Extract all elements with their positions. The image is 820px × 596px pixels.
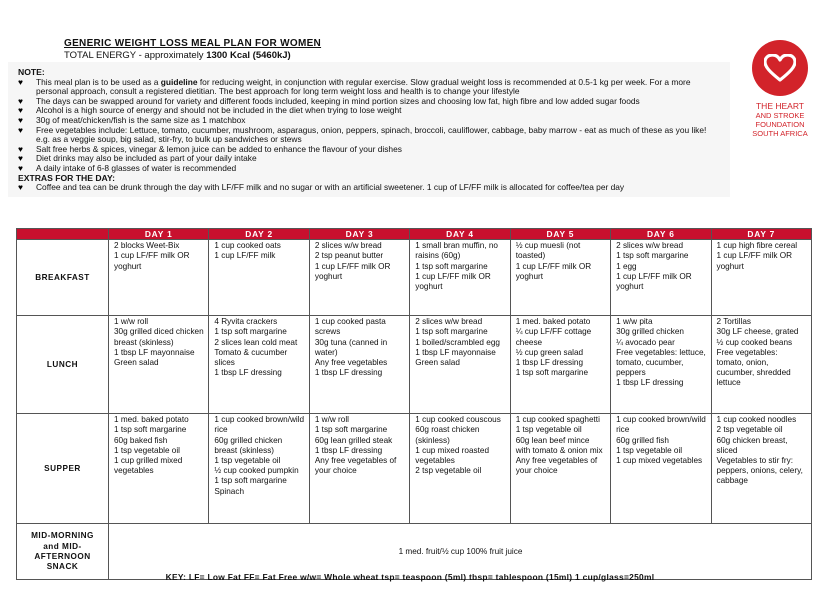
header-corner [17, 229, 109, 240]
meal-row-lunch [17, 316, 812, 414]
food-item: Free vegetables: tomato, onion, cucumber, shredded lettuce [716, 347, 791, 388]
food-item: 2 blocks Weet-Bix [114, 241, 180, 251]
snack-label-line: SNACK [46, 561, 79, 571]
food-item: 1 tsp soft margarine [214, 476, 287, 486]
food-item: 1 tsp soft margarine [114, 425, 187, 435]
food-item: 60g lean beef mince with tomato & onion mix [515, 435, 603, 455]
food-item: 1 cup LF/FF milk OR yoghurt [415, 271, 491, 292]
meal-cell-day-7 [711, 316, 811, 414]
food-item: 1 tbsp LF dressing [515, 358, 584, 368]
food-item: 1 tsp soft margarine [515, 368, 589, 378]
food-item: 1 cup cooked pasta screws [314, 317, 386, 337]
logo-line-1: THE HEART [755, 101, 805, 111]
food-item: 1 cup LF/FF milk OR yoghurt [616, 271, 692, 292]
extras-item [18, 183, 720, 193]
heart-bullet-icon: ♥ [18, 162, 23, 173]
food-item: 30g grilled diced chicken breast (skinless) [114, 327, 204, 347]
food-item: 1 cup cooked brown/wild rice [616, 415, 706, 435]
day-header-5: DAY 5 [510, 229, 610, 240]
day-header-1: DAY 1 [109, 229, 209, 240]
meal-plan-body [17, 240, 812, 580]
heart-bullet-icon: ♥ [18, 124, 23, 135]
food-item: Green salad [114, 358, 159, 368]
food-item: 60g baked fish [114, 435, 168, 445]
food-item: ¼ cup LF/FF cottage cheese [515, 327, 592, 347]
meal-cell-day-2 [209, 316, 309, 414]
food-item: 2 tsp vegetable oil [415, 466, 482, 476]
document-header [64, 38, 724, 61]
meal-cell-day-6 [611, 240, 711, 316]
food-item: 1 egg [616, 261, 637, 271]
food-item: ½ cup muesli (not toasted) [515, 241, 581, 261]
notes-box [8, 62, 730, 197]
food-item: 1 cup LF/FF milk OR yoghurt [314, 261, 391, 281]
note-item [18, 164, 720, 174]
logo-line-3: FOUNDATION [755, 120, 805, 129]
meal-cell-day-6 [611, 316, 711, 414]
food-item: Tomato & cucumber slices [214, 347, 288, 368]
extras-heading: EXTRAS FOR THE DAY: [18, 172, 115, 183]
food-item: 30g tuna (canned in water) [314, 337, 388, 357]
food-item: 60g lean grilled steak [314, 435, 393, 445]
day-header-4: DAY 4 [410, 229, 510, 240]
food-item: ½ cup cooked pumpkin [214, 466, 299, 476]
food-item: 1 cup grilled mixed vegetables [114, 456, 183, 476]
notes-heading: NOTE: [18, 67, 45, 77]
note-text: 30g of meat/chicken/fish is the same size as 1 matchbox [36, 114, 246, 125]
food-item: 1 cup cooked couscous [415, 415, 501, 425]
logo-wordmark [742, 102, 818, 138]
meal-cell-day-3 [309, 414, 409, 524]
logo-line-4: SOUTH AFRICA [752, 129, 808, 138]
heart-bullet-icon: ♥ [18, 114, 23, 125]
food-item: 1 tsp vegetable oil [515, 425, 582, 435]
total-energy [64, 50, 724, 61]
food-item: 60g chicken breast, sliced [716, 435, 788, 455]
food-item: 1 cup cooked brown/wild rice [214, 415, 305, 435]
logo-circle [752, 40, 808, 96]
note-text: Salt free herbs & spices, vinegar & lemon juice can be added to enhance the flavour of your dishes [36, 143, 402, 154]
food-item: 1 small bran muffin, no raisins (60g) [415, 241, 498, 261]
meal-cell-day-4 [410, 414, 510, 524]
food-item: 2 slices w/w bread [415, 317, 483, 327]
food-item: 1 cup high fibre cereal [716, 241, 798, 251]
day-header-row [17, 229, 812, 240]
food-item: Any free vegetables [314, 358, 388, 368]
heart-bullet-icon: ♥ [18, 182, 23, 193]
meal-label: SUPPER [17, 414, 109, 524]
food-item: 1 cup LF/FF milk OR yoghurt [716, 251, 793, 271]
food-item: 1 tbsp LF dressing [214, 368, 282, 378]
meal-cell-day-4 [410, 240, 510, 316]
food-item: 60g grilled chicken breast (skinless) [214, 435, 283, 455]
snack-cell: 1 med. fruit/½ cup 100% fruit juice [109, 524, 812, 580]
heart-bullet-icon: ♥ [18, 153, 23, 164]
meal-cell-day-6 [611, 414, 711, 524]
food-item: 1 w/w roll [314, 415, 349, 425]
food-item: Any free vegetables of your choice [515, 456, 598, 476]
food-item: 1 tbsp LF mayonnaise [415, 347, 496, 357]
food-item: ¼ avocado pear [616, 337, 675, 347]
meal-cell-day-3 [309, 316, 409, 414]
snack-label-line: AFTERNOON [34, 551, 91, 561]
meal-cell-day-1 [109, 316, 209, 414]
food-item: 1 cup LF/FF milk OR yoghurt [515, 261, 592, 281]
notes-list [18, 78, 720, 174]
note-text: This meal plan is to be used as a [36, 76, 161, 87]
food-item: 1 cup mixed vegetables [616, 456, 703, 466]
heart-bullet-icon: ♥ [18, 105, 23, 116]
food-item: 2 slices w/w bread [314, 241, 382, 251]
note-text: A daily intake of 6-8 glasses of water is recommended [36, 162, 237, 173]
logo-line-2: AND STROKE [755, 111, 805, 120]
abbreviation-key: KEY: LF= Low Fat FF= Fat Free w/w= Whole wheat tsp= teaspoon (5ml) tbsp= tablespoon (15ml) 1 cup/glass=250ml [165, 572, 655, 582]
food-item: 1 cup cooked noodles [716, 415, 797, 425]
note-emphasis: guideline [160, 76, 198, 87]
food-item: 1 tbsp LF dressing [314, 445, 383, 455]
food-item: 2 Tortillas [716, 317, 751, 327]
food-item: 1 tsp soft margarine [314, 425, 388, 435]
food-item: 1 cup cooked oats [214, 241, 281, 251]
food-item: 1 tsp soft margarine [214, 327, 287, 337]
food-item: 1 tsp vegetable oil [616, 445, 683, 455]
food-item: 2 slices lean cold meat [214, 337, 298, 347]
food-item: 2 slices w/w bread [616, 241, 684, 251]
day-header-7: DAY 7 [711, 229, 811, 240]
food-item: 4 Ryvita crackers [214, 317, 278, 327]
day-header-2: DAY 2 [209, 229, 309, 240]
note-item [18, 126, 720, 145]
food-item: ½ cup cooked beans [716, 337, 793, 347]
food-item: 1 cup cooked spaghetti [515, 415, 600, 425]
meal-plan-table [16, 228, 812, 580]
food-item: 1 w/w pita [616, 317, 653, 327]
food-item: 1 tsp soft margarine [616, 251, 689, 261]
meal-cell-day-5 [510, 240, 610, 316]
extras-list [18, 183, 720, 193]
food-item: 1 cup mixed roasted vegetables [415, 445, 489, 466]
note-item [18, 78, 720, 97]
food-item: 30g LF cheese, grated [716, 327, 799, 337]
meal-cell-day-3 [309, 240, 409, 316]
meal-cell-day-5 [510, 316, 610, 414]
food-item: 1 tbsp LF dressing [616, 378, 684, 388]
food-item: 30g grilled chicken [616, 327, 684, 337]
food-item: 1 tbsp LF mayonnaise [114, 347, 195, 357]
food-item: 1 cup LF/FF milk [214, 251, 276, 261]
food-item: 60g grilled fish [616, 435, 669, 445]
food-item: Green salad [415, 358, 460, 368]
meal-cell-day-1 [109, 240, 209, 316]
meal-cell-day-5 [510, 414, 610, 524]
note-text-continued: for reducing weight, in conjunction with regular exercise. Slow gradual weight loss is recommended at 0.5-1 kg per week. For a more personal approach, consult a registered dietitian. The best approach for long term weight loss and health is to change your lifestyle [36, 76, 691, 97]
document-title: GENERIC WEIGHT LOSS MEAL PLAN FOR WOMEN [64, 38, 322, 49]
food-item: 60g roast chicken (skinless) [415, 425, 480, 445]
food-item: 1 w/w roll [114, 317, 149, 327]
day-header-3: DAY 3 [309, 229, 409, 240]
meal-cell-day-7 [711, 240, 811, 316]
energy-prefix: TOTAL ENERGY - approximately [64, 50, 207, 61]
food-item: Free vegetables: lettuce, tomato, cucumber, peppers [616, 347, 706, 378]
food-item: 1 med. baked potato [515, 317, 591, 327]
meal-row-supper [17, 414, 812, 524]
heart-foundation-logo [742, 40, 818, 138]
heart-bullet-icon: ♥ [18, 143, 23, 154]
food-item: 2 tsp vegetable oil [716, 425, 783, 435]
meal-cell-day-7 [711, 414, 811, 524]
heart-icon [764, 54, 796, 82]
meal-cell-day-2 [209, 240, 309, 316]
food-item: 1 tsp soft margarine [415, 327, 488, 337]
food-item: Spinach [214, 486, 245, 496]
note-text: The days can be swapped around for variety and different foods included, keeping in mind portion sizes and choosing low fat, high fibre and low added sugar foods [36, 95, 640, 106]
food-item: 1 tbsp LF dressing [314, 368, 383, 378]
food-item: 1 cup LF/FF milk OR yoghurt [114, 251, 190, 271]
snack-label-line: MID-MORNING [31, 531, 94, 541]
energy-value: 1300 Kcal (5460kJ) [206, 50, 291, 61]
note-text: Alcohol is a high source of energy and should not be included in the diet when trying to lose weight [36, 105, 402, 116]
meal-row-breakfast [17, 240, 812, 316]
meal-cell-day-4 [410, 316, 510, 414]
food-item: Any free vegetables of your choice [314, 456, 397, 476]
meal-label: LUNCH [17, 316, 109, 414]
food-item: 1 boiled/scrambled egg [415, 337, 500, 347]
extras-text: Coffee and tea can be drunk through the day with LF/FF milk and no sugar or with an artificial sweetener. 1 cup of LF/FF milk is allocated for coffee/tea per day [36, 182, 625, 193]
food-item: 2 tsp peanut butter [314, 251, 384, 261]
food-item: 1 tsp vegetable oil [214, 456, 281, 466]
food-item: Vegetables to stir fry: peppers, onions, celery, cabbage [716, 456, 803, 486]
day-header-6: DAY 6 [611, 229, 711, 240]
snack-label-line: and MID- [43, 541, 82, 551]
heart-bullet-icon: ♥ [18, 95, 23, 106]
food-item: 1 tsp soft margarine [415, 261, 488, 271]
note-text: Diet drinks may also be included as part of your daily intake [36, 153, 257, 164]
heart-bullet-icon: ♥ [18, 76, 23, 87]
food-item: ½ cup green salad [515, 347, 584, 357]
note-text: Free vegetables include: Lettuce, tomato, cucumber, mushroom, asparagus, onion, peppers, spinach, broccoli, cauliflower, cabbage, baby marrow - eat as much of these as you like! e.g. as a veggie soup, big salad, stir-fry, to bulk up sandwiches or stews [36, 124, 707, 145]
meal-cell-day-1 [109, 414, 209, 524]
food-item: 1 tsp vegetable oil [114, 445, 180, 455]
food-item: 1 med. baked potato [114, 415, 189, 425]
meal-cell-day-2 [209, 414, 309, 524]
meal-label: BREAKFAST [17, 240, 109, 316]
